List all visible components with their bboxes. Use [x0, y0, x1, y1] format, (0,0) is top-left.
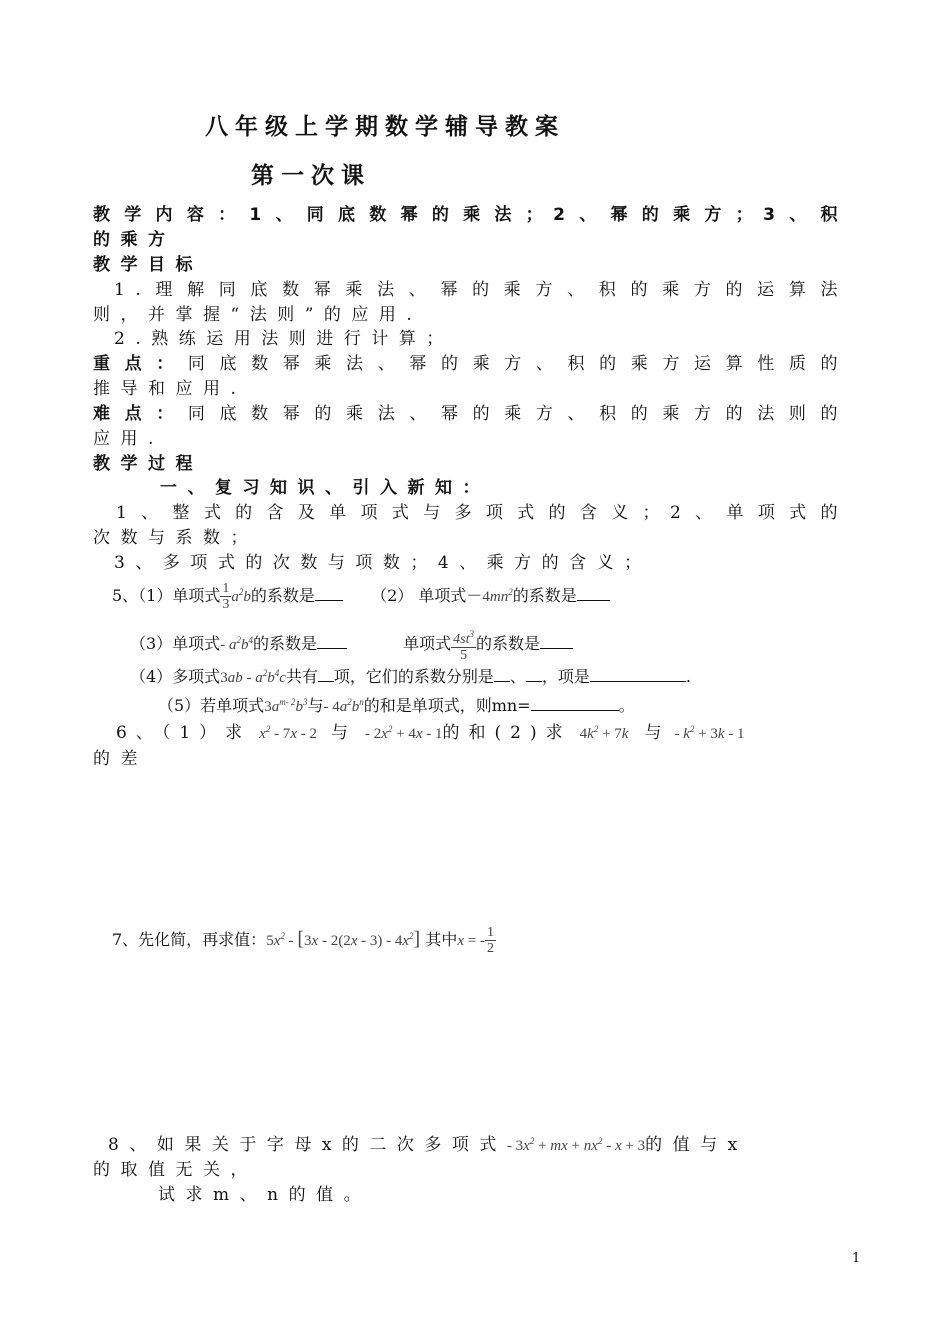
question-6-line-2: 的差 [93, 749, 148, 769]
question-8-line-2: 的取值无关， [93, 1160, 258, 1180]
q5-p4-text: 项，它们的系数分别是 [333, 667, 494, 686]
q5-p2-suffix: 的系数是 [512, 586, 577, 605]
question-7 [112, 918, 496, 959]
section-1-heading: 一、复习知识、引入新知： [160, 478, 490, 498]
answer-blank[interactable] [590, 667, 686, 682]
q5-p4-expression: $3ab - a^2b^4c$ [220, 668, 286, 686]
difficulty-label: 难点： [93, 404, 188, 424]
q7-expression: $5x^2 - [3x - 2(2x - 3) - 4x^2]$ [266, 928, 421, 950]
q6-text: 与 [644, 723, 671, 743]
q6-part-2: (2)求 [494, 723, 572, 743]
key-point-line-1 [93, 349, 848, 374]
q5-p1-suffix: 的系数是 [250, 586, 315, 605]
q5-p4-prefix: （4）多项式 [130, 667, 221, 686]
q5-p4-text: 共有 [285, 667, 318, 686]
question-5-part-1 [112, 574, 610, 615]
goals-item-2: 2.熟练运用法则进行计算； [114, 329, 454, 349]
document-title: 八年级上学期数学辅导教案 [205, 114, 565, 140]
q5-p3-prefix: （3）单项式 [130, 634, 221, 653]
q5-p4-text: ，项是 [541, 667, 590, 686]
question-1-line-2: 次数与系数； [93, 528, 258, 548]
content-line-1 [93, 200, 848, 225]
q5-p5-expression-2: - $4a^2b^n$ [323, 697, 364, 715]
question-5-part-4 [130, 664, 691, 687]
q5-p3-suffix: 的系数是 [252, 634, 317, 653]
q5-p2-expression: $4mn^2$ [482, 587, 513, 605]
question-3-line: 3、多项式的次数与项数；4、乘方的含义； [114, 553, 652, 573]
goals-label: 教学目标 [93, 255, 203, 275]
difficulty-text: 同底数幂的乘法、幂的乘方、积的乘方的法则的 [187, 404, 849, 424]
q5-p4-end: . [685, 667, 692, 686]
q7-prefix: 7、先化简，再求值： [112, 930, 267, 949]
q6-text: 与 [330, 723, 357, 743]
q5-p5-end: 。 [618, 696, 635, 715]
q5-p1-prefix: 5、（1）单项式 [112, 586, 221, 605]
difficulty-line-1 [93, 399, 848, 424]
key-point-line-2: 推导和应用. [93, 379, 247, 399]
question-5-part-5 [158, 693, 635, 716]
content-text: 1、同底数幂的乘法；2、幂的乘方；3、积 [249, 205, 848, 225]
q6-prefix: 6、（1）求 [116, 723, 252, 743]
q7-condition-label: 其中 [425, 930, 458, 949]
answer-blank[interactable] [540, 634, 573, 649]
q6-expression-3: $4k^2 + 7k$ [579, 724, 629, 742]
fraction-one-half: $\frac{1}{2}$ [486, 925, 494, 956]
q5-p2-prefix: （2） 单项式－ [371, 586, 483, 605]
question-1-line-1: 1、整式的含及单项式与多项式的含义；2、单项式的 [116, 503, 848, 523]
key-point-label: 重点： [93, 354, 188, 374]
q8-suffix: 的值与x [645, 1135, 748, 1155]
q5-p4-separator: 、 [509, 667, 526, 686]
q5-p5-text: 与 [307, 696, 324, 715]
content-line-2: 的乘方 [93, 230, 176, 250]
key-point-text: 同底数幂乘法、幂的乘方、积的乘方运算性质的 [187, 354, 849, 374]
answer-blank[interactable] [577, 586, 610, 601]
answer-blank[interactable] [494, 667, 510, 682]
page-number: 1 [852, 1251, 861, 1266]
question-8-line-3: 试求m、n的值。 [158, 1185, 372, 1205]
q6-text: 的和 [442, 723, 495, 743]
q8-expression: - $3x^2$ + mx + $nx^2 - x + 3$ [506, 1136, 646, 1154]
q7-condition-expression: x = - [457, 933, 485, 949]
q5-p3-expression: - $a^2b^4$ [220, 635, 253, 653]
answer-blank[interactable] [526, 667, 542, 682]
q6-expression-1: $x^2 - 7x - 2$ [259, 724, 317, 742]
difficulty-line-2: 应用. [93, 429, 164, 449]
answer-blank[interactable] [317, 634, 347, 649]
question-8-line-1 [108, 1130, 748, 1155]
answer-blank[interactable] [318, 667, 334, 682]
content-label: 教学内容： [93, 205, 250, 225]
lesson-subtitle: 第一次课 [251, 163, 371, 189]
answer-blank[interactable] [315, 586, 343, 601]
question-5-part-3 [130, 622, 573, 663]
q6-expression-4: - $k^2 + 3k - 1$ [674, 724, 745, 742]
goals-item-1-line-1: 1.理解同底数幂乘法、幂的乘方、积的乘方的运算法 [114, 280, 848, 300]
q5-p5-expression-1: $3a^{m- 2}b^3$ [264, 697, 308, 715]
q5-p5-text: 的和是单项式，则mn= [363, 696, 531, 715]
answer-blank[interactable] [531, 696, 619, 711]
q8-prefix: 8、如果关于字母x的二次多项式 [108, 1135, 507, 1155]
q5-p3b-prefix: 单项式 [403, 634, 452, 653]
q5-p1-expression: $a^2b$ [231, 587, 251, 605]
q5-p5-prefix: （5）若单项式 [158, 696, 265, 715]
process-label: 教学过程 [93, 454, 203, 474]
q5-p3b-suffix: 的系数是 [476, 634, 541, 653]
goals-item-1-line-2: 则，并掌握“法则”的应用. [93, 305, 423, 325]
fraction-4st3-over-5: $\frac{4st^3}{5}$ [453, 628, 474, 663]
question-6-line-1 [116, 718, 745, 743]
fraction-one-third: $\frac{1}{3}$ [222, 581, 230, 612]
q6-expression-2: - $2x^2 + 4x - 1$ [364, 724, 443, 742]
